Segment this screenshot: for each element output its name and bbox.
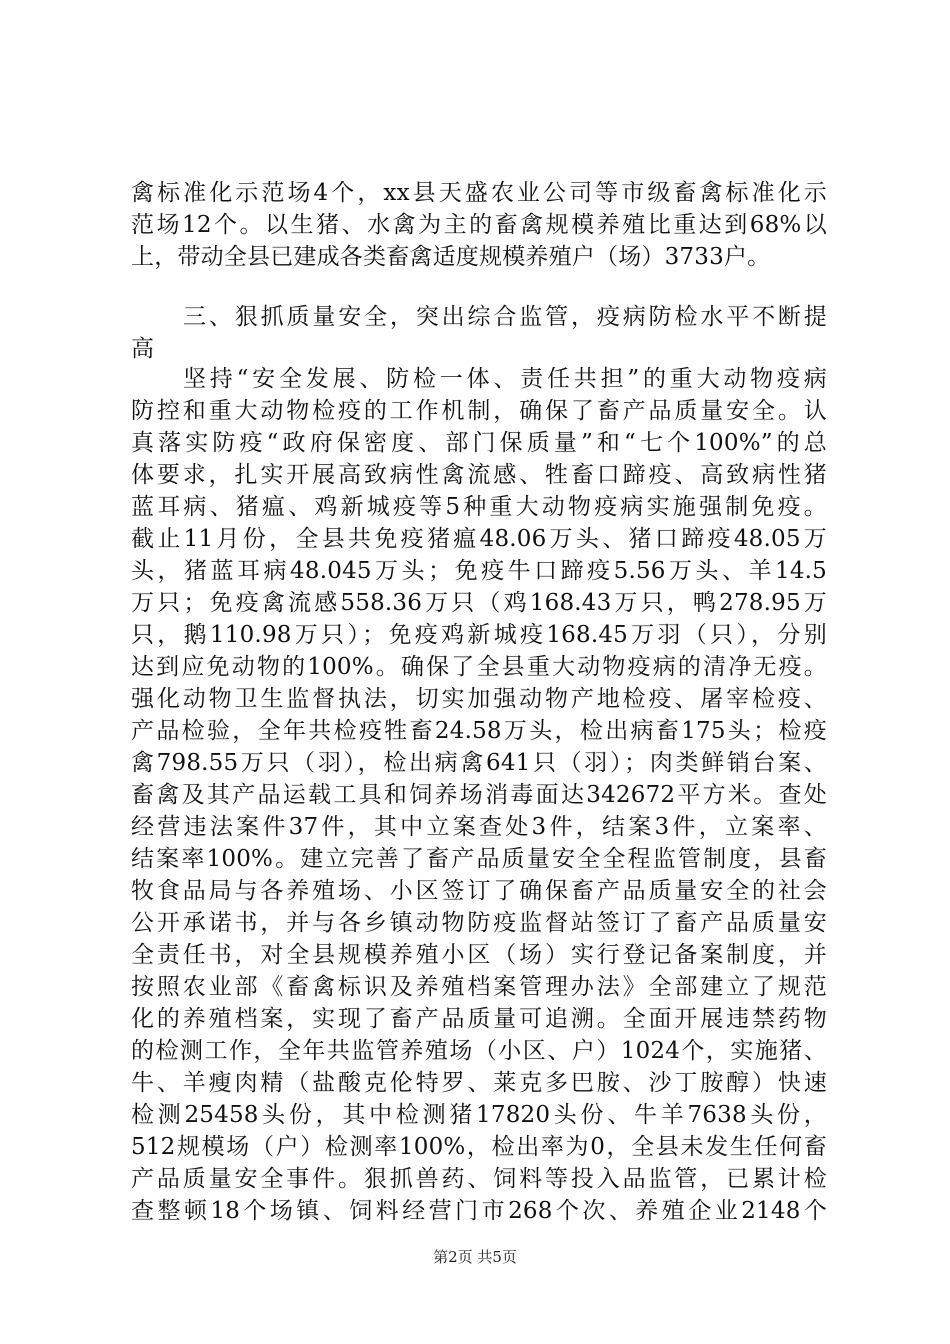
text-line: 的检测工作，全年共监管养殖场（小区、户）1024个，实施猪、 [131,1038,827,1064]
text-line: 512规模场（户）检测率100%，检出率为0，全县未发生任何畜 [131,1134,827,1160]
text-line: 按照农业部《畜禽标识及养殖档案管理办法》全部建立了规范 [131,974,827,1000]
text-line: 畜禽及其产品运载工具和饲养场消毒面达342672平方米。查处 [131,782,827,808]
text-line: 牛、羊瘦肉精（盐酸克伦特罗、莱克多巴胺、沙丁胺醇）快速 [131,1070,827,1096]
intro-paragraph [131,177,827,273]
text-line: 头，猪蓝耳病48.045万头；免疫牛口蹄疫5.56万头、羊14.5 [131,558,827,584]
text-line: 检测25458头份，其中检测猪17820头份、牛羊7638头份， [131,1102,827,1128]
text-line: 体要求，扎实开展高致病性禽流感、牲畜口蹄疫、高致病性猪 [131,462,827,488]
body-paragraph [131,363,827,1227]
text-line: 强化动物卫生监督执法，切实加强动物产地检疫、屠宰检疫、 [131,686,827,712]
text-line: 禽798.55万只（羽），检出病禽641只（羽）；肉类鲜销台案、 [131,750,827,776]
text-line: 化的养殖档案，实现了畜产品质量可追溯。全面开展违禁药物 [131,1006,827,1032]
text-line: 蓝耳病、猪瘟、鸡新城疫等5种重大动物疫病实施强制免疫。 [131,494,827,520]
text-line: 只，鹅110.98万只）；免疫鸡新城疫168.45万羽（只），分别 [131,622,827,648]
heading-line: 三、狠抓质量安全，突出综合监管，疫病防检水平不断提 [183,304,827,330]
section-heading [131,301,827,365]
text-line: 防控和重大动物检疫的工作机制，确保了畜产品质量安全。认 [131,398,827,424]
text-line: 查整顿18个场镇、饲料经营门市268个次、养殖企业2148个 [131,1198,827,1224]
text-line: 全责任书，对全县规模养殖小区（场）实行登记备案制度，并 [131,942,827,968]
text-line: 范场12个。以生猪、水禽为主的畜禽规模养殖比重达到68%以 [131,212,827,238]
text-line: 公开承诺书，并与各乡镇动物防疫监督站签订了畜产品质量安 [131,910,827,936]
text-line: 产品质量安全事件。狠抓兽药、饲料等投入品监管，已累计检 [131,1166,827,1192]
text-line: 经营违法案件37件，其中立案查处3件，结案3件，立案率、 [131,814,827,840]
text-line: 坚持“安全发展、防检一体、责任共担”的重大动物疫病 [183,366,827,392]
text-line: 牧食品局与各养殖场、小区签订了确保畜产品质量安全的社会 [131,878,827,904]
heading-line: 高 [131,336,155,362]
text-line: 万只；免疫禽流感558.36万只（鸡168.43万只，鸭278.95万 [131,590,827,616]
text-line: 截止11月份，全县共免疫猪瘟48.06万头、猪口蹄疫48.05万 [131,526,827,552]
page-number-footer: 第2页 共5页 [433,1248,517,1266]
text-line: 结案率100%。建立完善了畜产品质量安全全程监管制度，县畜 [131,846,827,872]
text-line: 上，带动全县已建成各类畜禽适度规模养殖户（场）3733户。 [131,244,771,270]
text-line: 真落实防疫“政府保密度、部门保质量”和“七个100%”的总 [131,430,827,456]
text-line: 产品检验，全年共检疫牲畜24.58万头，检出病畜175头；检疫 [131,718,827,744]
text-line: 禽标准化示范场4个，xx县天盛农业公司等市级畜禽标准化示 [131,180,827,206]
text-line: 达到应免动物的100%。确保了全县重大动物疫病的清净无疫。 [131,654,827,680]
